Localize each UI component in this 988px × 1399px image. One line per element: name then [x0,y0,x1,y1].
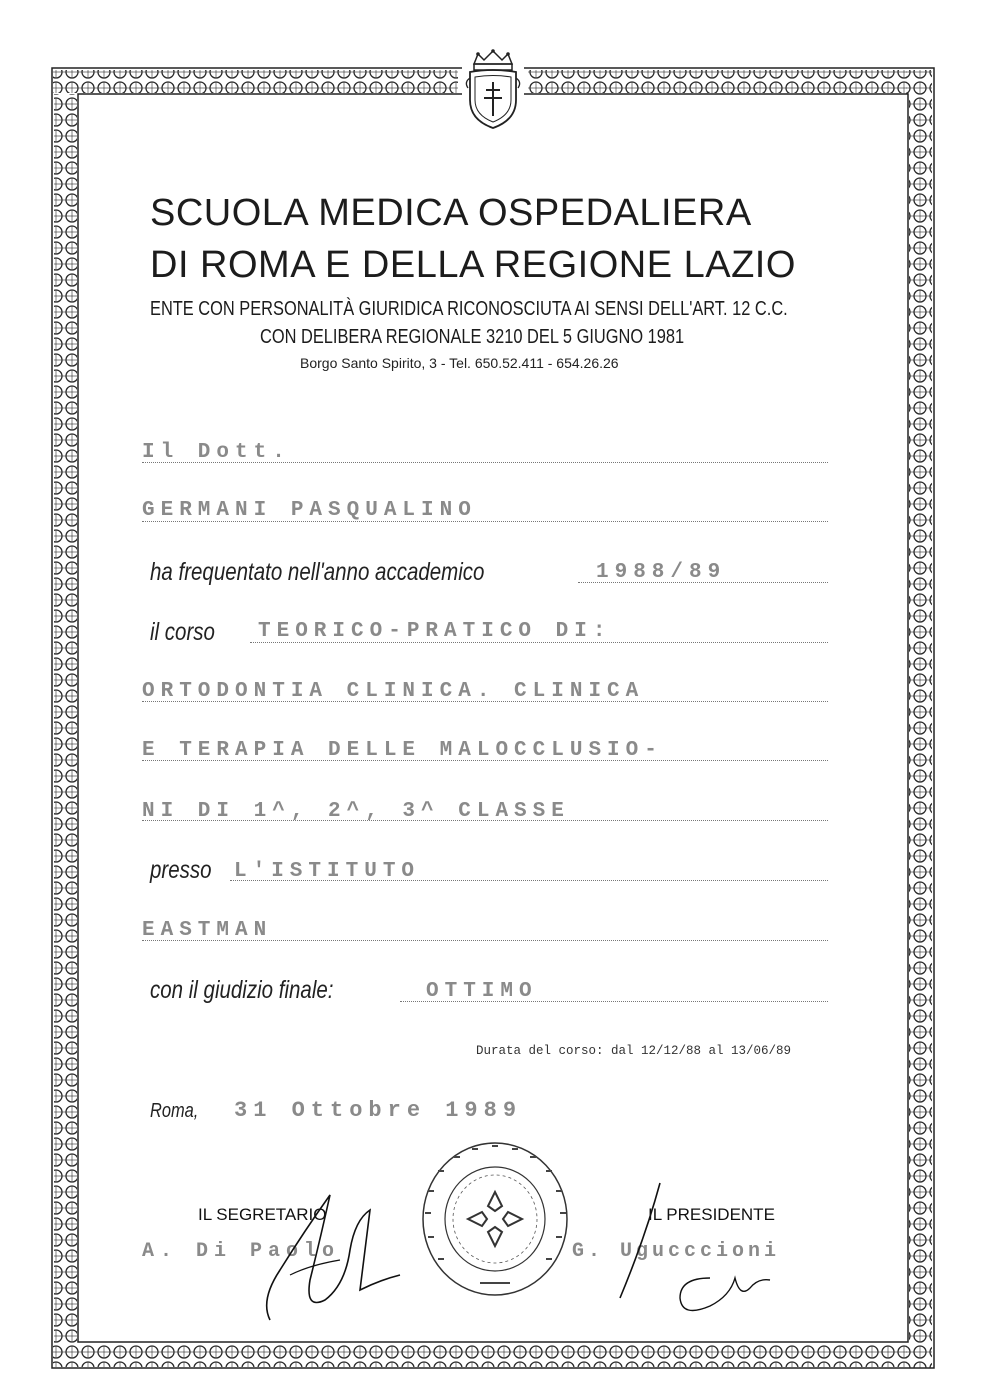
final-judgment: OTTIMO [426,980,538,1003]
recipient-name: GERMANI PASQUALINO [142,499,477,522]
academic-year: 1988/89 [596,561,727,584]
dotted-line [142,462,828,463]
dotted-line [142,521,828,522]
school-name-line2: DI ROMA E DELLA REGIONE LAZIO [150,244,796,286]
president-name: G. Ugucccioni [572,1240,781,1263]
dotted-line [250,642,828,643]
secretary-label: IL SEGRETARIO [198,1205,327,1224]
regional-decree-line: CON DELIBERA REGIONALE 3210 DEL 5 GIUGNO 1981 [260,326,685,348]
institute-line2: EASTMAN [142,919,273,942]
institute-label: presso [150,856,212,884]
dotted-line [142,940,828,941]
course-label: il corso [150,618,215,646]
president-signature [600,1178,780,1328]
secretary-signature [250,1180,410,1330]
school-address: Borgo Santo Spirito, 3 - Tel. 650.52.411 - 654.26.26 [300,355,619,371]
course-subject-line2: E TERAPIA DELLE MALOCCLUSIO- [142,739,663,762]
legal-status-line: ENTE CON PERSONALITÀ GIURIDICA RICONOSCIUTA AI SENSI DELL'ART. 12 C.C. [150,298,788,320]
president-label: IL PRESIDENTE [648,1205,775,1224]
dotted-line [142,760,828,761]
academic-year-label: ha frequentato nell'anno accademico [150,558,485,586]
issue-date: 31 Ottobre 1989 [234,1098,523,1123]
course-duration: Durata del corso: dal 12/12/88 al 13/06/89 [476,1044,792,1058]
city-label: Roma, [150,1100,199,1122]
course-subject-line1: ORTODONTIA CLINICA. CLINICA [142,680,645,703]
dotted-line [142,701,828,702]
institute-line1: L'ISTITUTO [234,860,421,883]
course-subject-line3: NI DI 1^, 2^, 3^ CLASSE [142,800,570,823]
final-judgment-label: con il giudizio finale: [150,976,334,1004]
dotted-line [578,582,828,583]
maltese-cross-icon [468,1192,522,1246]
dotted-line [400,1001,828,1002]
school-name-line1: SCUOLA MEDICA OSPEDALIERA [150,192,752,234]
course-type: TEORICO-PRATICO DI: [258,620,612,643]
crowned-shield-cross-icon [462,48,524,130]
dotted-line [230,880,828,881]
official-seal [420,1140,570,1298]
dotted-line [142,820,828,821]
title-typed: Il Dott. [142,441,291,464]
secretary-name: A. Di Paolo [142,1240,341,1263]
